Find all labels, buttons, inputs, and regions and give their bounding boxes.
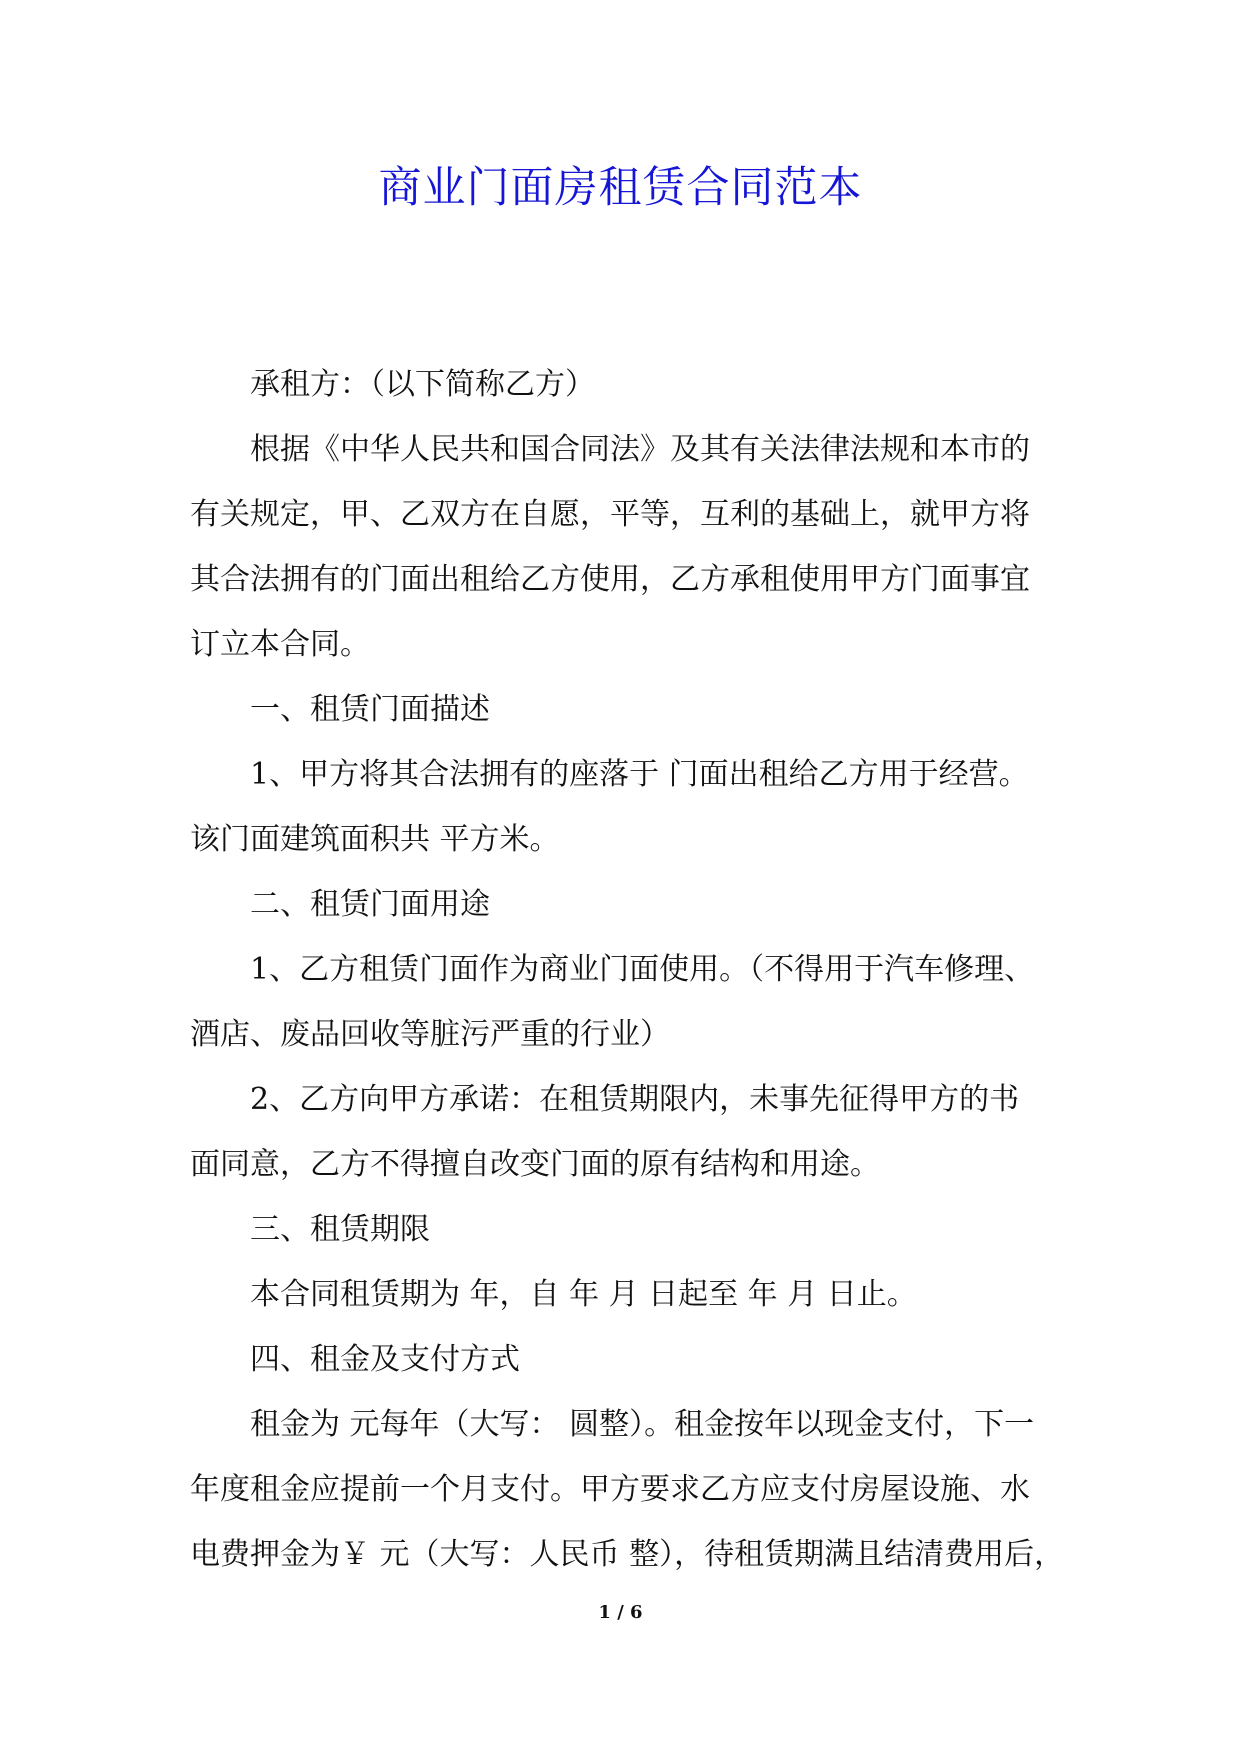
section-heading: 一、租赁门面描述 [250,692,490,727]
body-line: 年度租金应提前一个月支付。甲方要求乙方应支付房屋设施、水 [190,1472,1030,1507]
body-line: 有关规定，甲、乙双方在自愿，平等，互利的基础上，就甲方将 [190,497,1030,532]
body-line: 电费押金为￥ 元（大写：人民币 整），待租赁期满且结清费用后， [190,1537,1065,1572]
body-line: 该门面建筑面积共 平方米。 [190,822,560,857]
body-line: 面同意，乙方不得擅自改变门面的原有结构和用途。 [190,1147,880,1182]
body-line: 租金为 元每年（大写： 圆整）。租金按年以现金支付，下一 [250,1407,1035,1442]
page-title: 商业门面房租赁合同范本 [378,163,863,213]
body-line: 本合同租赁期为 年，自 年 月 日起至 年 月 日止。 [250,1277,917,1312]
body-line: 其合法拥有的门面出租给乙方使用，乙方承租使用甲方门面事宜 [190,562,1030,597]
body-line: 2、乙方向甲方承诺：在租赁期限内，未事先征得甲方的书 [250,1082,1020,1117]
document-body [190,352,1070,1587]
page-number: 1 / 6 [598,1602,643,1623]
body-line: 根据《中华人民共和国合同法》及其有关法律法规和本市的 [250,432,1030,467]
body-line: 酒店、废品回收等脏污严重的行业） [190,1017,670,1052]
section-heading: 三、租赁期限 [250,1212,430,1247]
body-line: 1、乙方租赁门面作为商业门面使用。（不得用于汽车修理、 [250,952,1035,987]
body-line: 订立本合同。 [190,627,370,662]
body-line: 承租方：（以下简称乙方） [250,367,595,402]
section-heading: 二、租赁门面用途 [250,887,490,922]
body-line: 1、甲方将其合法拥有的座落于 门面出租给乙方用于经营。 [250,757,1029,792]
section-heading: 四、租金及支付方式 [250,1342,520,1377]
